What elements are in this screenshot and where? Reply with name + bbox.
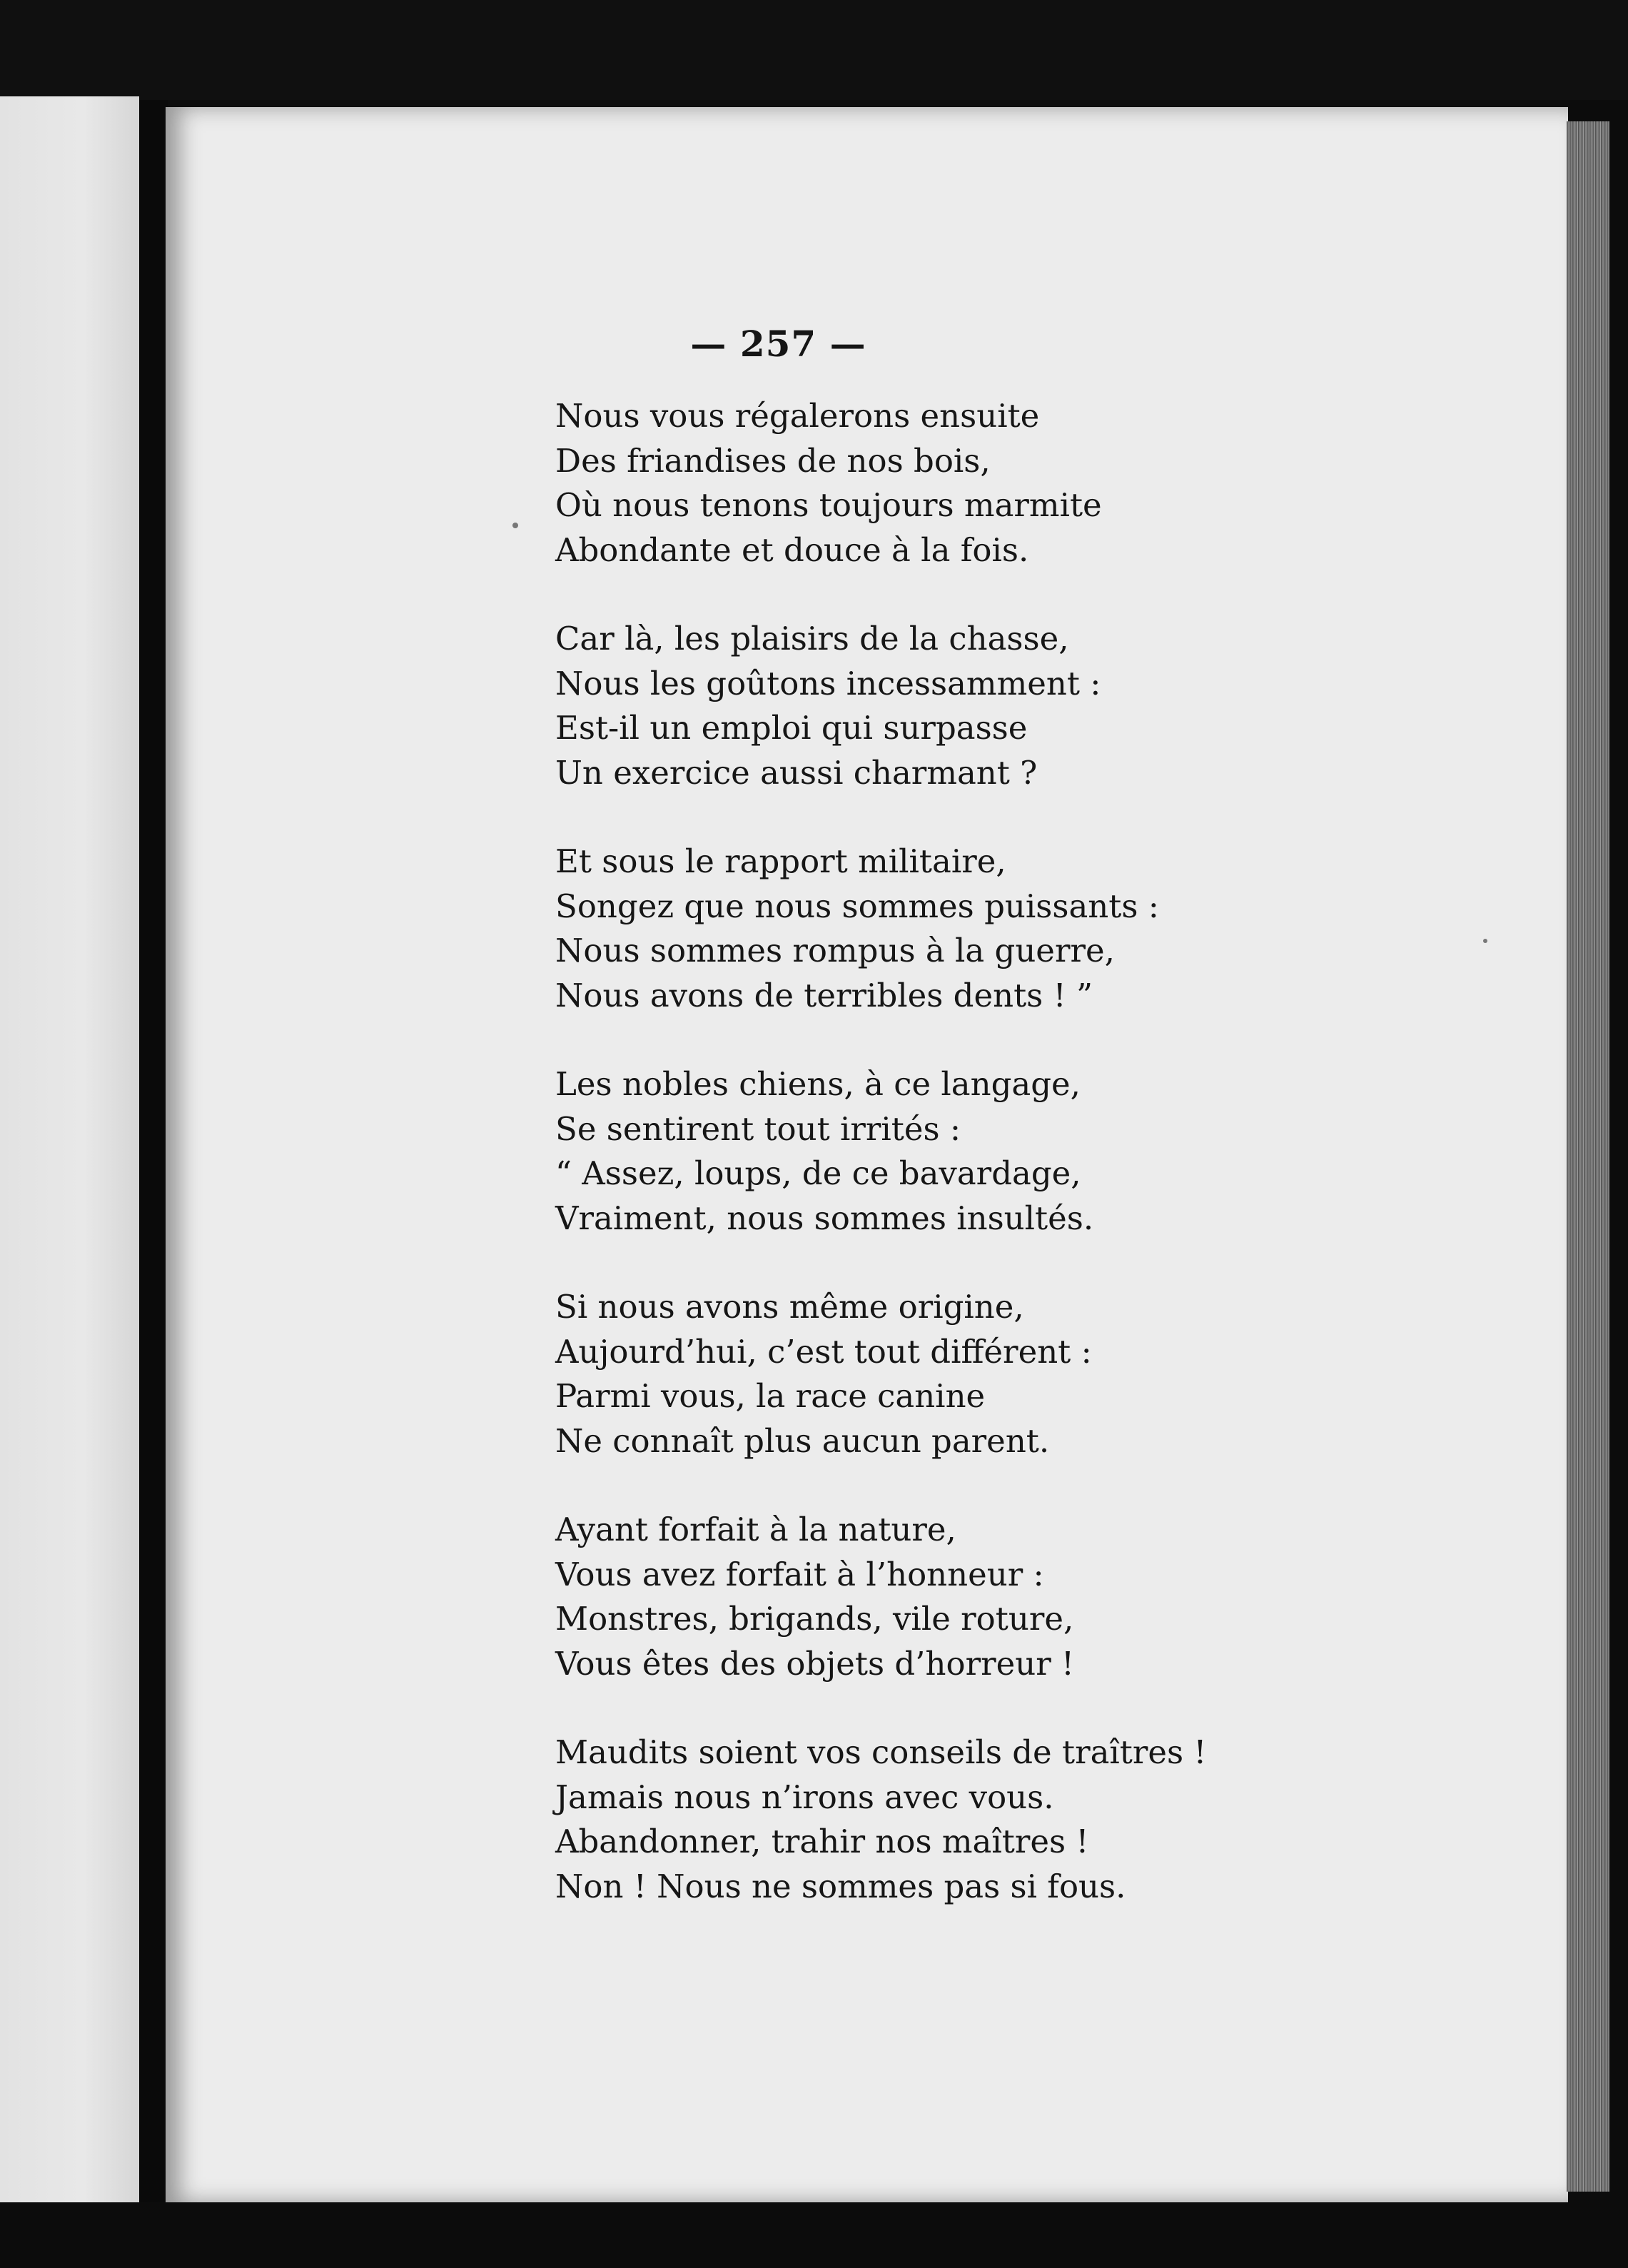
verse-line: Et sous le rapport militaire, [555, 842, 1006, 880]
verse-line: Ayant forfait à la nature, [555, 1511, 956, 1548]
stanza [555, 1285, 1483, 1463]
previous-page-edge [0, 96, 139, 2202]
verse-line: Nous vous régalerons ensuite [555, 397, 1040, 435]
verse-line: Les nobles chiens, à ce langage, [555, 1065, 1081, 1103]
stanza [555, 1730, 1483, 1909]
ink-speck [512, 523, 518, 528]
stanza [555, 1062, 1483, 1241]
verse-line: Nous les goûtons incessamment : [555, 664, 1101, 702]
stanza [555, 394, 1483, 573]
stanza [555, 1508, 1483, 1686]
verse-line: Où nous tenons toujours marmite [555, 486, 1102, 524]
verse-line: Parmi vous, la race canine [555, 1377, 986, 1415]
page-stack-edges [1567, 121, 1609, 2192]
verse-line: Nous avons de terribles dents ! ” [555, 976, 1093, 1014]
stanza [555, 840, 1483, 1018]
verse-line: Jamais nous n’irons avec vous. [555, 1778, 1054, 1816]
verse-line: Vous avez forfait à l’honneur : [555, 1555, 1044, 1593]
scan-top-border [0, 0, 1628, 100]
poem-body [555, 394, 1483, 1953]
verse-line: Ne connaît plus aucun parent. [555, 1421, 1050, 1460]
verse-line: Non ! Nous ne sommes pas si fous. [555, 1867, 1126, 1905]
verse-line: Monstres, brigands, vile roture, [555, 1600, 1074, 1638]
verse-line: Abondante et douce à la fois. [555, 530, 1029, 569]
verse-line: Est-il un emploi qui surpasse [555, 709, 1028, 747]
verse-line: Des friandises de nos bois, [555, 441, 991, 480]
verse-line: Maudits soient vos conseils de traîtres ! [555, 1733, 1207, 1771]
scan-bottom-border [0, 2202, 1628, 2268]
verse-line: Si nous avons même origine, [555, 1288, 1024, 1326]
verse-line: Abandonner, trahir nos maîtres ! [555, 1823, 1089, 1860]
verse-line: Vous êtes des objets d’horreur ! [555, 1644, 1075, 1683]
verse-line: “ Assez, loups, de ce bavardage, [555, 1154, 1081, 1192]
verse-line: Vraiment, nous sommes insultés. [555, 1199, 1094, 1237]
page-number: — 257 — [690, 323, 866, 365]
ink-speck [1483, 939, 1487, 943]
book-gutter [139, 100, 168, 2242]
stanza [555, 617, 1483, 795]
verse-line: Aujourd’hui, c’est tout différent : [555, 1332, 1092, 1371]
verse-line: Se sentirent tout irrités : [555, 1109, 961, 1148]
verse-line: Un exercice aussi charmant ? [555, 753, 1038, 792]
verse-line: Car là, les plaisirs de la chasse, [555, 620, 1069, 657]
verse-line: Songez que nous sommes puissants : [555, 887, 1159, 925]
verse-line: Nous sommes rompus à la guerre, [555, 932, 1115, 969]
